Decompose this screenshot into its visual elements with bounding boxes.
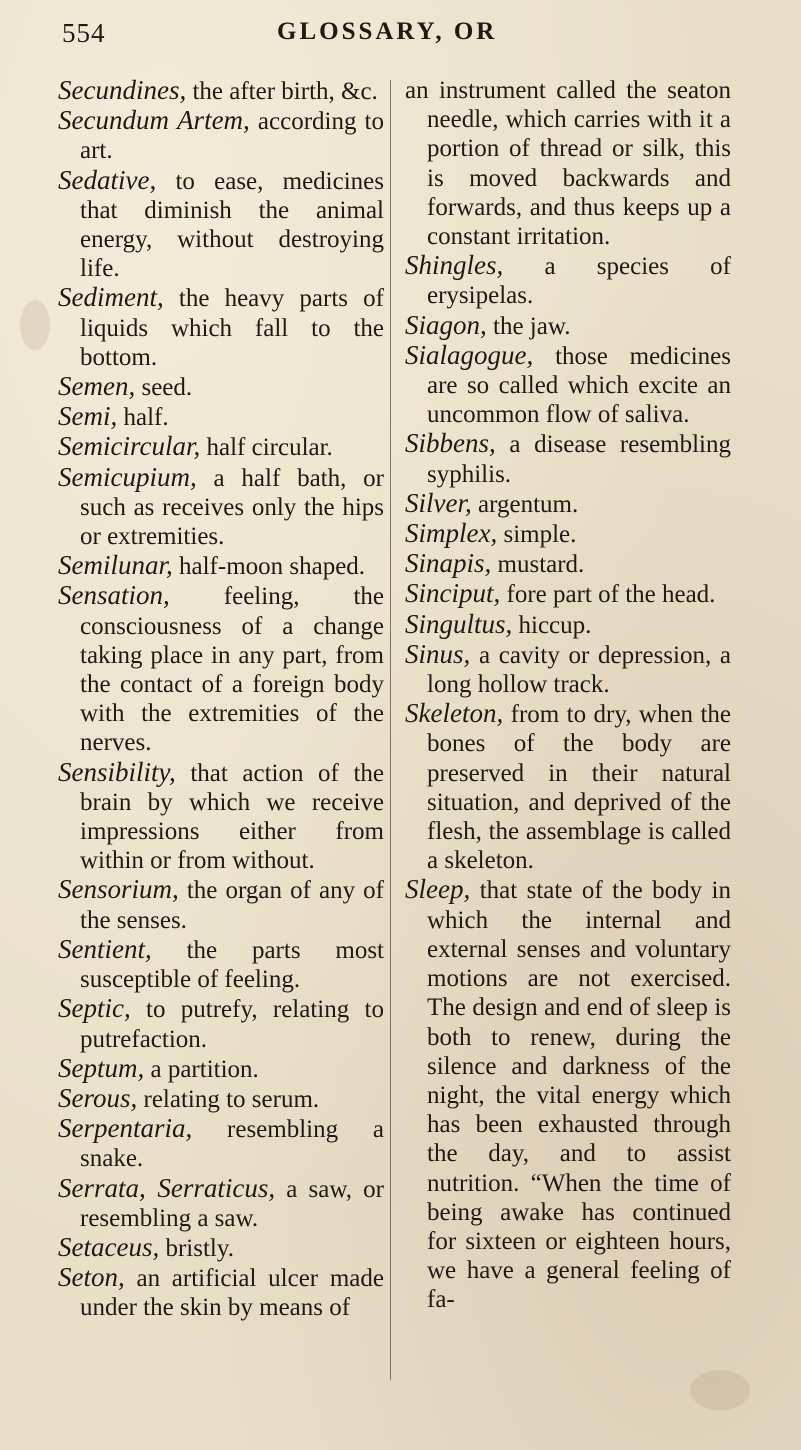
glossary-entry: Septum, a partition. (58, 1052, 259, 1083)
glossary-entry: Setaceus, bristly. (58, 1231, 234, 1262)
glossary-entry: Skeleton, from to dry, when the bones of the body are preserved in their natural situation, and deprived of the flesh, the assemblage is called a skeleton. (405, 698, 732, 875)
glossary-entry: Sleep, that state of the body in which the internal and external senses and voluntary motions are not exercised. The design and end of sleep is both to renew, during the silence and darkness of the night, the vital energy which has been exhausted through the day, and to assist nutrition. “When the time of being awake has continued for sixteen or eighteen hours, we have a general feeling of fa- (405, 874, 732, 1314)
glossary-entry: Semicupium, a half bath, or such as receives only the hips or extremities. (58, 461, 384, 551)
glossary-entry: Serous, relating to serum. (58, 1082, 320, 1113)
running-head: GLOSSARY, OR (277, 18, 498, 45)
glossary-entry: Sensation, feeling, the consciousness of a change taking place in any part, from the contact of a foreign body with the extremities of the nerves. (58, 580, 385, 757)
page-number: 554 (62, 18, 106, 48)
glossary-entry: Simplex, simple. (405, 518, 577, 549)
column-divider (390, 80, 391, 1380)
glossary-entry: Semilunar, half-moon shaped. (58, 550, 366, 581)
glossary-entry: Siagon, the jaw. (405, 309, 571, 340)
page-stain (20, 300, 50, 350)
glossary-entry: Semicircular, half circular. (58, 431, 333, 462)
glossary-entry: Semen, seed. (58, 371, 193, 402)
page-stain (690, 1370, 750, 1410)
glossary-entry: Septic, to putrefy, relating to putrefaction. (58, 993, 384, 1053)
glossary-entry-continued: an instrument called the seaton needle, which carries with it a portion of thread or silk, this is moved backwards and forwards, and thus keeps up a constant irritation. (405, 77, 731, 251)
glossary-entry: Seton, an artificial ulcer made under the skin by means of (58, 1262, 384, 1322)
glossary-entry: Sibbens, a disease resembling syphilis. (405, 428, 731, 488)
glossary-entry: Sentient, the parts most susceptible of feeling. (58, 933, 385, 994)
left-column (58, 76, 384, 1323)
glossary-entry: Sialagogue, those medicines are so called which excite an uncommon flow of saliva. (405, 339, 731, 429)
page-header (62, 14, 782, 54)
glossary-entry: Sinciput, fore part of the head. (405, 578, 716, 609)
glossary-entry: Semi, half. (58, 401, 169, 432)
glossary-entry: Silver, argentum. (405, 487, 579, 518)
glossary-entry: Singultus, hiccup. (405, 608, 592, 639)
glossary-entry: Sediment, the heavy parts of liquids which fall to the bottom. (58, 282, 385, 371)
glossary-entry: Sinus, a cavity or depression, a long hollow track. (405, 638, 732, 699)
glossary-entry: Sensibility, that action of the brain by which we receive impressions either from within or from without. (58, 756, 384, 875)
glossary-entry: Sinapis, mustard. (405, 548, 585, 579)
glossary-entry: Secundines, the after birth, &c. (58, 75, 378, 105)
glossary-entry: Serrata, Serraticus, a saw, or resembling a saw. (58, 1172, 384, 1232)
glossary-entry: Serpentaria, resembling a snake. (58, 1113, 384, 1173)
glossary-entry: Sedative, to ease, medicines that diminish the animal energy, without destroying life. (58, 164, 384, 283)
right-column (405, 76, 731, 1315)
glossary-entry: Secundum Artem, according to art. (58, 105, 385, 165)
glossary-entry: Shingles, a species of erysipelas. (405, 250, 731, 310)
glossary-entry: Sensorium, the organ of any of the senses. (58, 874, 385, 934)
